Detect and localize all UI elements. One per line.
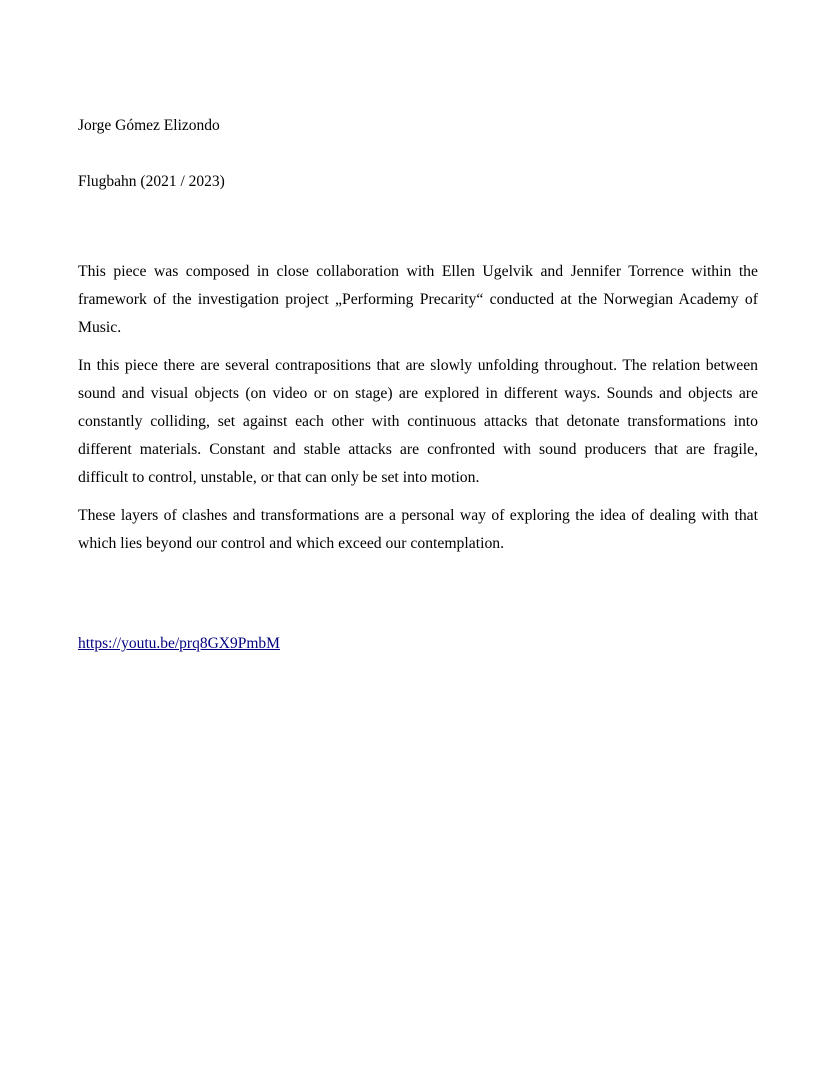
link-block	[78, 634, 758, 653]
paragraph-contrapositions: In this piece there are several contrapositions that are slowly unfolding throughout. The relation between sound and visual objects (on video or on stage) are explored in different ways. Sounds and objects are constantly colliding, set against each other with continuous attacks that detonate transformations into different materials. Constant and stable attacks are confronted with sound producers that are fragile, difficult to control, unstable, or that can only be set into motion.	[78, 357, 758, 486]
paragraph-collaboration: This piece was composed in close collaboration with Ellen Ugelvik and Jennifer Torrence within the framework of the investigation project „Performing Precarity“ conducted at the Norwegian Academy of Music.	[78, 263, 758, 336]
work-title: Flugbahn (2021 / 2023)	[78, 172, 225, 190]
paragraph-layers: These layers of clashes and transformations are a personal way of exploring the idea of dealing with that which lies beyond our control and which exceed our contemplation.	[78, 507, 758, 552]
author-name: Jorge Gómez Elizondo	[78, 117, 220, 134]
youtube-link[interactable]: https://youtu.be/prq8GX9PmbM	[78, 635, 280, 652]
document-header	[78, 80, 758, 228]
document-body	[78, 258, 758, 558]
